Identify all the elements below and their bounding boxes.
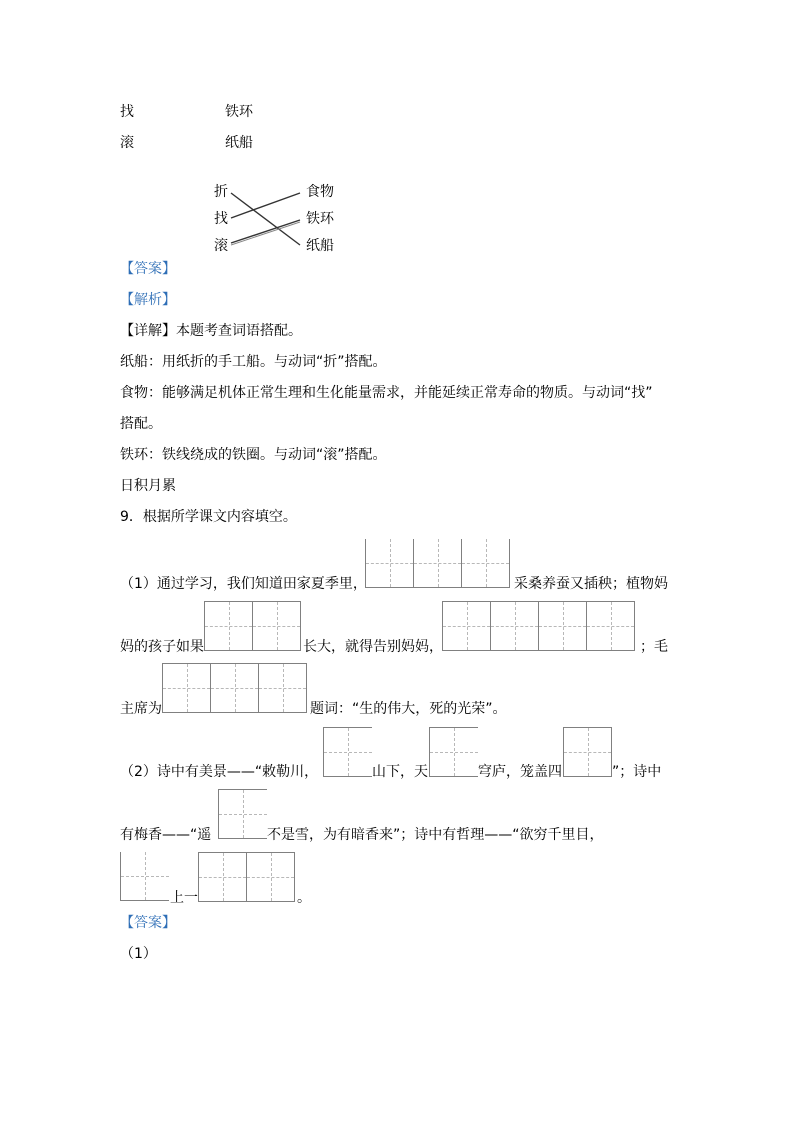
p1-line3-a: 主席为: [120, 701, 162, 717]
line-zhe-zhichuan: [231, 193, 300, 245]
diagram-right-2: 铁环: [306, 211, 334, 227]
blank-grid-6[interactable]: [429, 727, 478, 777]
diagram-left-1: 折: [214, 184, 228, 200]
detail-text: 本题考查词语搭配。: [176, 323, 302, 339]
detail-label: 【详解】: [120, 323, 176, 339]
grid-cell[interactable]: [539, 602, 587, 650]
grid-cell[interactable]: [211, 664, 259, 712]
grid-cell[interactable]: [462, 539, 510, 587]
grid-cell[interactable]: [430, 728, 478, 776]
blank-grid-4[interactable]: [162, 663, 307, 713]
analysis-label: 【解析】: [120, 292, 176, 308]
grid-cell[interactable]: [414, 539, 462, 587]
question-number: 9．: [120, 509, 143, 525]
line-gun-tiehuan: [231, 220, 300, 243]
p2-line2-b: 不是雪，为有暗香来”；诗中有哲理——“欲穷千里目，: [267, 827, 604, 843]
explanation-2-cont: 搭配。: [120, 416, 162, 432]
explanation-2: 食物：能够满足机体正常生理和生化能量需求，并能延续正常寿命的物质。与动词“找”: [120, 385, 653, 401]
line-zhao-shiwu: [231, 193, 300, 218]
grid-cell[interactable]: [491, 602, 539, 650]
p2-line2-a: 有梅香——“遥: [120, 827, 212, 843]
blank-grid-5[interactable]: [323, 727, 372, 777]
p2-line1-d: ”；诗中: [612, 764, 662, 780]
pair-left-2: 滚: [120, 135, 134, 151]
answer-start: （1）: [120, 946, 157, 962]
grid-cell[interactable]: [219, 790, 267, 838]
p1-line2-b: 长大，就得告别妈妈，: [303, 639, 443, 655]
matching-lines: [0, 0, 794, 300]
blank-grid-1[interactable]: [365, 539, 510, 588]
p1-line2-a: 妈的孩子如果: [120, 639, 204, 655]
p2-line1-a: （2）诗中有美景——“敕勒川，: [120, 764, 319, 780]
answer-label: 【答案】: [120, 261, 176, 277]
grid-cell[interactable]: [366, 539, 414, 587]
p1-line3-b: 题词：“生的伟大，死的光荣”。: [310, 701, 507, 717]
blank-grid-9[interactable]: [120, 852, 169, 901]
grid-cell[interactable]: [253, 602, 301, 650]
grid-cell[interactable]: [163, 664, 211, 712]
grid-cell[interactable]: [205, 602, 253, 650]
diagram-left-3: 滚: [214, 238, 228, 254]
diagram-right-1: 食物: [306, 184, 334, 200]
grid-cell[interactable]: [443, 602, 491, 650]
explanation-1: 纸船：用纸折的手工船。与动词“折”搭配。: [120, 354, 387, 370]
section-title: 日积月累: [120, 478, 176, 494]
grid-cell[interactable]: [564, 728, 612, 776]
diagram-right-3: 纸船: [306, 238, 334, 254]
p1-line1-b: 采桑养蚕又插秧；植物妈: [514, 576, 668, 592]
p2-line1-b: 山下，天: [372, 764, 428, 780]
blank-grid-8[interactable]: [218, 789, 267, 839]
grid-cell[interactable]: [324, 728, 372, 776]
detail-line: [120, 324, 302, 338]
pair-left-1: 找: [120, 104, 134, 120]
p2-line3-b: 。: [297, 890, 311, 906]
p1-line2-c: ；毛: [640, 639, 668, 655]
question-prompt: 根据所学课文内容填空。: [142, 509, 297, 525]
blank-grid-7[interactable]: [563, 727, 612, 777]
p1-line1-a: （1）通过学习，我们知道田家夏季里，: [120, 576, 367, 592]
blank-grid-2[interactable]: [204, 601, 301, 651]
grid-cell[interactable]: [121, 852, 169, 900]
question-9: [120, 510, 297, 524]
grid-cell[interactable]: [259, 664, 307, 712]
diagram-left-2: 找: [214, 211, 228, 227]
answer-label-2: 【答案】: [120, 915, 176, 931]
p2-line3-a: 上一: [170, 890, 198, 906]
line-gun-tiehuan-shadow: [231, 222, 300, 245]
p2-line1-c: 穹庐，笼盖四: [478, 764, 562, 780]
pair-right-2: 纸船: [225, 135, 253, 151]
grid-cell[interactable]: [587, 602, 635, 650]
blank-grid-10[interactable]: [198, 852, 295, 902]
blank-grid-3[interactable]: [442, 601, 635, 651]
pair-right-1: 铁环: [225, 104, 253, 120]
grid-cell[interactable]: [199, 853, 247, 901]
explanation-3: 铁环：铁线绕成的铁圈。与动词“滚”搭配。: [120, 447, 387, 463]
grid-cell[interactable]: [247, 853, 295, 901]
